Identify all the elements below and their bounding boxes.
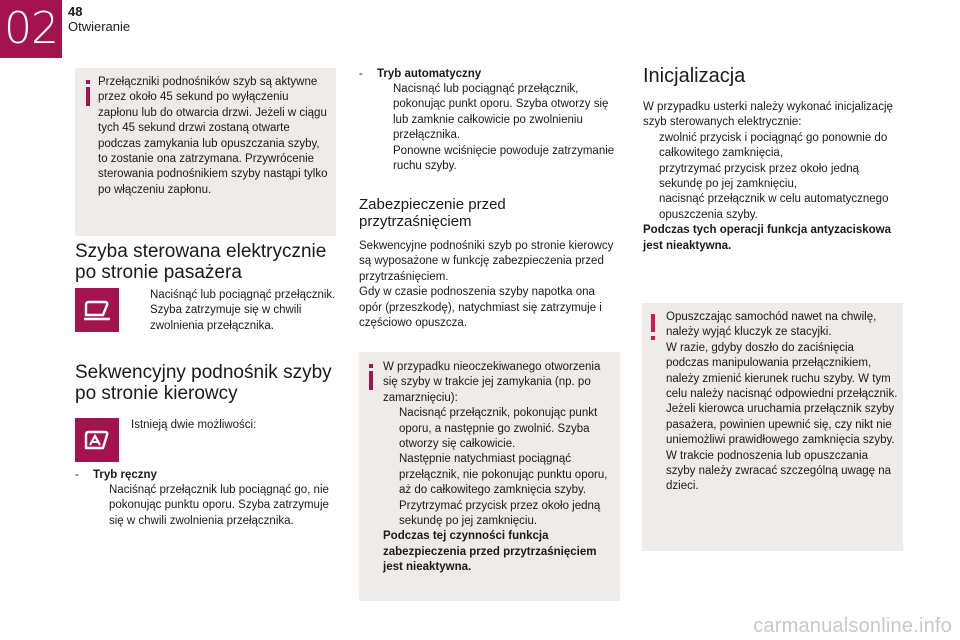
warning-text: Opuszczając samochód nawet na chwilę, należy wyjąć kluczyk ze stacyjki. W razie, gdyby doszło do zaciśnięcia podczas manipulowania przełącznikiem, należy zmienić kierunek ruchu szyby. W tym celu należy nacisnąć odpowiedni przełącznik. Jeżeli kierowca uruchamia przełącznik szyby pasażera, powinien upewnić się, czy nikt nie uniemożliwi prawidłowego zamknięcia szyby. W trakcie podnoszenia lub opuszczania szyby należy zwracać szczególną uwagę na dzieci. [666,311,898,493]
chapter-number-tab: 02 [0,0,62,58]
automatic-mode-label: Tryb automatyczny [377,68,482,80]
driver-window-switch-icon [75,418,119,462]
initialization-intro: W przypadku usterki należy wykonać inicjalizację szyb sterowanych elektrycznie: [643,101,893,129]
info-box-2-content [383,360,615,576]
section-title-initialization: Inicjalizacja [643,65,746,87]
initialization-note: Podczas tych operacji funkcja antyzaciskowa jest nieaktywna. [643,224,891,252]
sequential-intro: Istnieją dwie możliwości: [131,419,257,431]
info-icon [369,364,373,390]
automatic-mode-item [359,67,629,177]
list-item: Naciśnąć przełącznik lub pociągnąć go, nie pokonując punktu oporu. Szyba zatrzymuje się w chwili zwolnienia przełącznika. [109,484,329,527]
info-box-2-steps [383,406,615,529]
info-box-text: Przełączniki podnośników szyb są aktywne przez około 45 sekund po wyłączeniu zapłonu lub do otwarcia drzwi. Jeżeli w ciągu tych 45 sekund drzwi zostaną otwarte podczas zamykania lub opuszczania szyby, to zostanie ona zatrzymana. Przywrócenie sterowania podnośnikiem szyby nastąpi tylko po włączeniu zapłonu. [98,76,328,196]
manual-mode-instructions [93,483,341,529]
title-line: po stronie pasażera [75,262,242,283]
title-line: Szyba sterowana elektrycznie [75,241,327,262]
section-title-sequential-window [75,362,350,404]
initialization-steps [643,131,905,223]
warning-exclamation-icon [651,314,655,340]
list-item: Następnie natychmiast pociągnąć przełącznik, nie pokonując punktu oporu, aż do całkowitego zamknięcia szyby. [399,453,608,497]
manual-mode-label: Tryb ręczny [93,469,157,481]
section-title-anti-pinch [359,196,599,230]
list-item: Nacisnąć przełącznik, pokonując punkt oporu, a następnie go zwolnić. Szyba otworzy się całkowicie. [399,407,598,451]
list-item: nacisnąć przełącznik w celu automatycznego opuszczenia szyby. [659,193,889,221]
list-item: Naciśnąć lub pociągnąć przełącznik. Szyba zatrzymuje się w chwili zwolnienia przełącznika. [150,289,336,332]
list-item: zwolnić przycisk i pociągnąć go ponownie do całkowitego zamknięcia, [659,131,888,160]
manual-mode-item [75,468,345,528]
list-item: Nacisnąć lub pociągnąć przełącznik, pokonując punkt oporu. Szyba otworzy się lub zamknie całkowicie po zwolnieniu przełącznika. [393,83,609,142]
watermark: carmanualsonline.info [753,615,952,637]
info-box-2-note: Podczas tej czynności funkcja zabezpieczenia przed przytrzaśnięciem jest nieaktywna. [383,530,597,574]
title-line: po stronie kierowcy [75,383,238,404]
page-number: 48 [68,4,83,19]
list-item: Ponowne wciśnięcie powoduje zatrzymanie ruchu szyby. [393,144,615,173]
info-box-2-intro: W przypadku nieoczekiwanego otworzenia się szyby w trakcie jej zamykania (np. po zamarznięciu): [383,361,601,404]
list-item: przytrzymać przycisk przez około jedną sekundę po jej zamknięciu, [659,162,860,191]
automatic-mode-instructions [377,82,622,174]
initialization-content [643,100,905,254]
passenger-window-switch-icon [75,288,119,332]
title-line: Sekwencyjny podnośnik szyby [75,362,332,383]
section-title-passenger-window [75,241,345,283]
dash: - [359,68,363,80]
title-line: Zabezpieczenie przed [359,196,506,213]
dash: - [75,469,79,481]
title-line: przytrzaśnięciem [359,213,472,230]
anti-pinch-text: Sekwencyjne podnośniki szyb po stronie kierowcy są wyposażone w funkcję zabezpieczenia przed przytrzaśnięciem. Gdy w czasie podnoszenia szyby napotka ona opór (przeszkodę), natychmiast się zatrzymuje i częściowo opuszcza. [359,240,614,330]
list-item: Przytrzymać przycisk przez około jedną sekundę po jej zamknięciu. [399,499,601,528]
chapter-title: Otwieranie [68,19,131,34]
info-icon [86,80,90,106]
passenger-window-instructions [134,288,340,334]
